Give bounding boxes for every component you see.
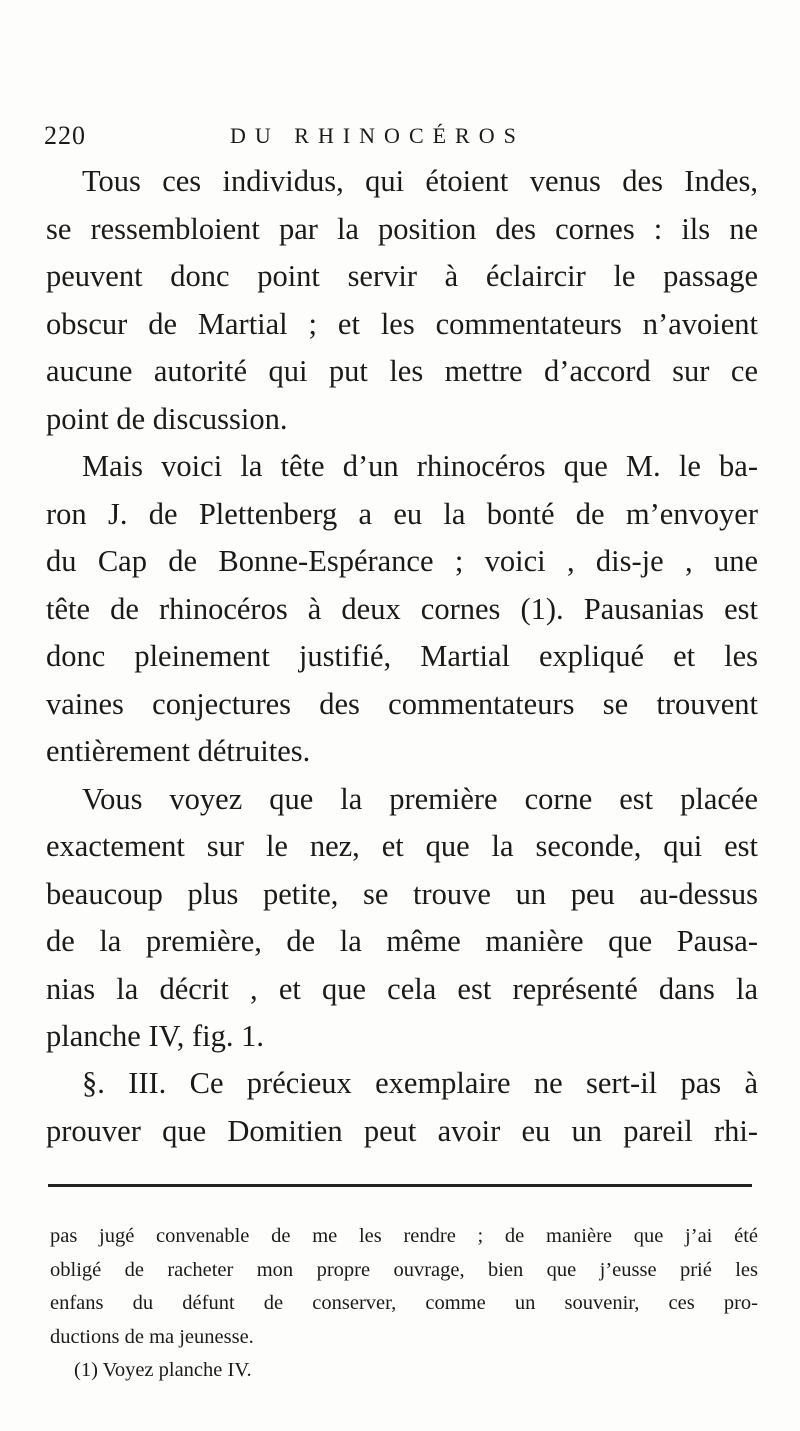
text-line: Vous voyez que la première corne est placée xyxy=(82,781,758,816)
footnote-line: ductions de ma jeunesse. xyxy=(50,1325,254,1348)
paragraph xyxy=(46,158,758,443)
section-three-paragraph xyxy=(46,1060,758,1155)
footnote-line: pas jugé convenable de me les rendre ; de manière que j’ai été xyxy=(50,1225,758,1247)
text-line: donc pleinement justifié, Martial expliqué et les xyxy=(46,639,758,673)
text-line: de la première, de la même manière que Pausa- xyxy=(46,924,758,958)
main-text xyxy=(46,158,758,1061)
text-line: point de discussion. xyxy=(46,401,288,436)
text-line: beaucoup plus petite, se trouve un peu au-dessus xyxy=(46,876,758,911)
running-title: DU RHINOCÉROS xyxy=(230,123,525,148)
text-line: tête de rhinocéros à deux cornes (1). Pausanias est xyxy=(46,591,758,626)
text-line: prouver que Domitien peut avoir eu un pareil rhi- xyxy=(46,1113,758,1148)
text-line: vaines conjectures des commentateurs se trouvent xyxy=(46,686,758,721)
text-line: aucune autorité qui put les mettre d’accord sur ce xyxy=(46,354,758,388)
text-line: planche IV, fig. 1. xyxy=(46,1019,264,1053)
footnote-1: (1) Voyez planche IV. xyxy=(74,1359,252,1381)
text-line: obscur de Martial ; et les commentateurs n’avoient xyxy=(46,306,758,341)
text-line: ron J. de Plettenberg a eu la bonté de m’envoyer xyxy=(46,496,758,531)
text-line: exactement sur le nez, et que la seconde, qui est xyxy=(46,829,758,863)
running-head xyxy=(44,118,760,154)
text-line: Mais voici la tête d’un rhinocéros que M. le ba- xyxy=(82,449,758,483)
section-heading-line: §. III. Ce précieux exemplaire ne sert-il pas à xyxy=(82,1066,758,1100)
text-line: nias la décrit , et que cela est représenté dans la xyxy=(46,971,758,1006)
page-number: 220 xyxy=(44,121,86,150)
text-line: peuvent donc point servir à éclaircir le passage xyxy=(46,259,758,293)
footnote-line: enfans du défunt de conserver, comme un souvenir, ces pro- xyxy=(50,1292,758,1314)
paragraph xyxy=(46,776,758,1061)
text-line: Tous ces individus, qui étoient venus des Indes, xyxy=(82,164,758,198)
text-line: entièrement détruites. xyxy=(46,734,311,768)
text-line: du Cap de Bonne-Espérance ; voici , dis-je , une xyxy=(46,544,758,578)
footnotes xyxy=(50,1220,758,1388)
footnote-rule xyxy=(48,1184,752,1187)
paragraph xyxy=(46,443,758,776)
footnote-line: obligé de racheter mon propre ouvrage, bien que j’eusse prié les xyxy=(50,1258,758,1281)
text-line: se ressembloient par la position des cornes : ils ne xyxy=(46,211,758,246)
